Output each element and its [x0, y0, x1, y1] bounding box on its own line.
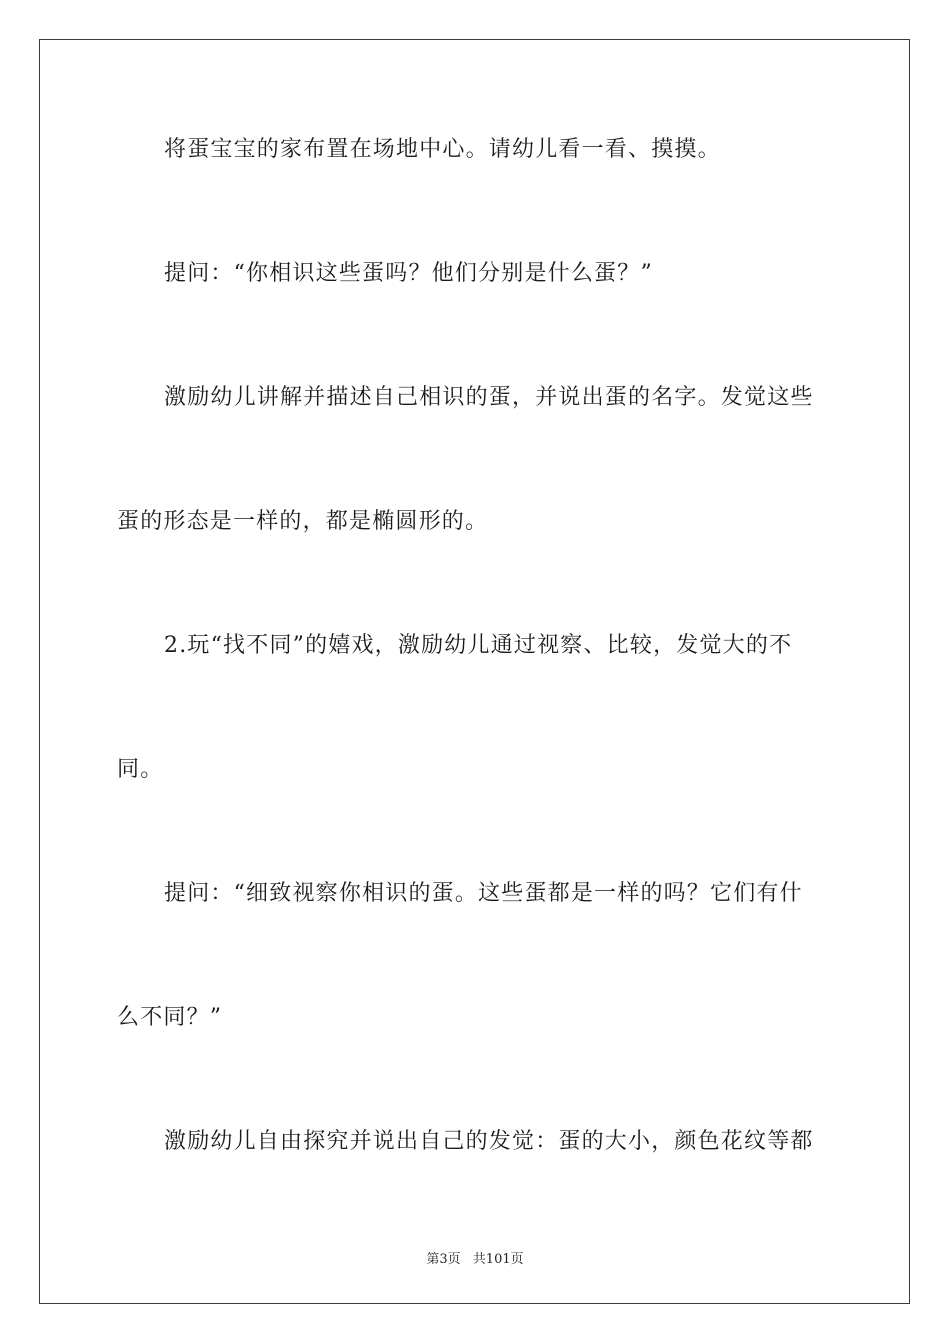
paragraph-line-1: 将蛋宝宝的家布置在场地中心。请幼儿看一看、摸摸。 [164, 137, 721, 162]
page-border [39, 39, 910, 1304]
paragraph-line-2: 提问：“你相识这些蛋吗？他们分别是什么蛋？” [164, 261, 653, 286]
paragraph-line-9: 激励幼儿自由探究并说出自己的发觉：蛋的大小，颜色花纹等都 [164, 1129, 814, 1154]
paragraph-line-6: 同。 [117, 757, 164, 782]
paragraph-line-7: 提问：“细致视察你相识的蛋。这些蛋都是一样的吗？它们有什 [164, 881, 803, 906]
page-footer [0, 1248, 950, 1267]
page-number: 第3页 [426, 1252, 461, 1267]
paragraph-line-5: 2.玩“找不同”的嬉戏，激励幼儿通过视察、比较，发觉大的不 [164, 633, 793, 658]
page-total: 共101页 [472, 1252, 524, 1267]
paragraph-line-3: 激励幼儿讲解并描述自己相识的蛋，并说出蛋的名字。发觉这些 [164, 385, 814, 410]
paragraph-line-8: 么不同？” [117, 1005, 223, 1030]
paragraph-line-4: 蛋的形态是一样的，都是椭圆形的。 [117, 509, 489, 534]
